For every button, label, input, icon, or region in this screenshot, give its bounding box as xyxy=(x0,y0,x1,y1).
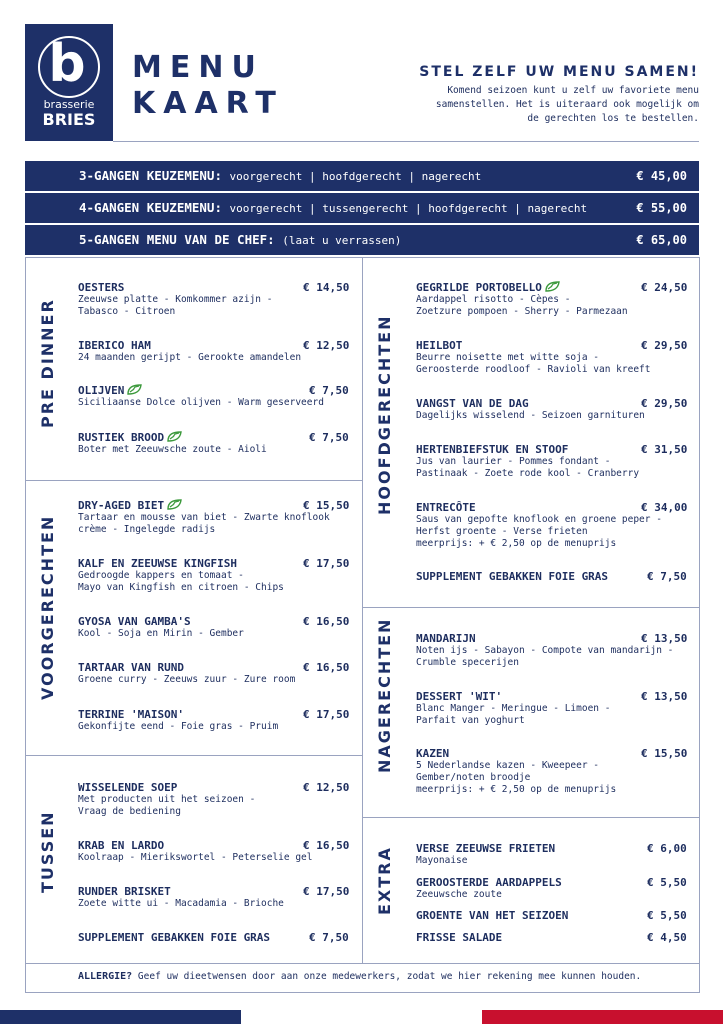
item-description: Blanc Manger - Meringue - Limoen - xyxy=(416,703,611,714)
item-name xyxy=(78,384,324,397)
item-name-text: TARTAAR VAN RUND xyxy=(78,661,184,674)
band-price: € 45,00 xyxy=(636,169,687,183)
item-name xyxy=(78,931,270,944)
item-price: € 17,50 xyxy=(303,557,350,570)
vegetarian-leaf-icon xyxy=(167,431,182,442)
item-name-text: SUPPLEMENT GEBAKKEN FOIE GRAS xyxy=(416,570,609,583)
menu-item xyxy=(416,909,687,922)
item-price: € 4,50 xyxy=(647,931,687,944)
menu-item xyxy=(416,931,687,944)
item-price: € 31,50 xyxy=(641,443,688,456)
item-description: Dagelijks wisselend - Seizoen garnituren xyxy=(416,410,645,421)
item-description: Groene curry - Zeeuws zuur - Zure room xyxy=(78,674,296,685)
item-name xyxy=(416,501,662,514)
item-name xyxy=(78,885,284,898)
menu-item xyxy=(416,281,688,318)
item-name xyxy=(416,931,502,944)
item-name xyxy=(78,557,284,570)
menu-item xyxy=(416,876,687,901)
item-name xyxy=(416,632,673,645)
item-description: meerprijs: + € 2,50 op de menuprijs xyxy=(416,784,617,795)
item-name-text: OESTERS xyxy=(78,281,125,294)
menu-item xyxy=(78,431,349,456)
item-name-text: RUSTIEK BROOD xyxy=(78,431,165,444)
item-name-text: GROENTE VAN HET SEIZOEN xyxy=(416,909,569,922)
item-name-text: GYOSA VAN GAMBA'S xyxy=(78,615,191,628)
logo-brasserie: brasserie xyxy=(43,98,95,111)
item-price: € 15,50 xyxy=(641,747,688,760)
band-label: 5-GANGEN MENU VAN DE CHEF: xyxy=(79,232,275,247)
item-name-text: WISSELENDE SOEP xyxy=(78,781,178,794)
item-price: € 16,50 xyxy=(303,839,350,852)
item-description: Beurre noisette met witte soja - xyxy=(416,352,600,363)
item-price: € 5,50 xyxy=(647,909,687,922)
item-price: € 29,50 xyxy=(641,339,688,352)
menu-item xyxy=(416,842,687,867)
item-description: Mayonaise xyxy=(416,855,468,866)
item-price: € 17,50 xyxy=(303,708,350,721)
item-description: crème - Ingelegde radijs xyxy=(78,524,216,535)
menu-item xyxy=(416,570,687,583)
menu-band-3 xyxy=(25,161,699,191)
page-title-line1: MENU xyxy=(132,50,264,85)
item-name-text: FRISSE SALADE xyxy=(416,931,503,944)
item-price: € 7,50 xyxy=(309,384,349,397)
allergy-note xyxy=(78,971,641,982)
menu-item xyxy=(78,839,350,864)
item-name-text: HERTENBIEFSTUK EN STOOF xyxy=(416,443,569,456)
item-price: € 12,50 xyxy=(303,339,350,352)
item-description: Met producten uit het seizoen - xyxy=(78,794,256,805)
band-label: 4-GANGEN KEUZEMENU: xyxy=(79,200,222,215)
menu-item xyxy=(416,501,688,550)
item-description: Jus van laurier - Pommes fondant - xyxy=(416,456,611,467)
item-name-text: KALF EN ZEEUWSE KINGFISH xyxy=(78,557,237,570)
item-price: € 7,50 xyxy=(309,431,349,444)
item-description: Geroosterde roodloof - Ravioli van kreeft xyxy=(416,364,651,375)
item-description: Siciliaanse Dolce olijven - Warm geserveerd xyxy=(78,397,324,408)
item-price: € 13,50 xyxy=(641,632,688,645)
header-divider xyxy=(113,141,699,142)
brand-logo xyxy=(25,24,113,141)
menu-item xyxy=(416,397,688,422)
item-name-text: VERSE ZEEUWSE FRIETEN xyxy=(416,842,556,855)
allergy-label: ALLERGIE? xyxy=(78,971,133,982)
item-description: Zeeuwse platte - Komkommer azijn - xyxy=(78,294,273,305)
item-name xyxy=(78,281,272,294)
item-name xyxy=(78,839,313,852)
item-description: 5 Nederlandse kazen - Kweepeer - xyxy=(416,760,600,771)
item-description: Herfst groente - Verse frieten xyxy=(416,526,588,537)
item-name xyxy=(78,781,255,794)
vegetarian-leaf-icon xyxy=(545,281,560,292)
item-price: € 24,50 xyxy=(641,281,688,294)
band-sub: voorgerecht | tussengerecht | hoofdgerecht | nagerecht xyxy=(229,202,588,215)
item-price: € 7,50 xyxy=(647,570,687,583)
item-description: Gedroogde kappers en tomaat - xyxy=(78,570,244,581)
menu-item xyxy=(78,384,349,409)
item-name-text: TERRINE 'MAISON' xyxy=(78,708,184,721)
item-description: Kool - Soja en Mirin - Gember xyxy=(78,628,244,639)
menu-item xyxy=(416,747,688,796)
item-name-text: DESSERT 'WIT' xyxy=(416,690,503,703)
item-price: € 17,50 xyxy=(303,885,350,898)
item-name xyxy=(416,909,568,922)
item-description: Parfait van yoghurt xyxy=(416,715,525,726)
item-name xyxy=(416,281,628,294)
item-description: meerprijs: + € 2,50 op de menuprijs xyxy=(416,538,617,549)
item-price: € 16,50 xyxy=(303,615,350,628)
item-name-text: GEROOSTERDE AARDAPPELS xyxy=(416,876,562,889)
item-price: € 12,50 xyxy=(303,781,350,794)
item-description: Pastinaak - Zoete rode kool - Cranberry xyxy=(416,468,640,479)
item-description: Crumble specerijen xyxy=(416,657,519,668)
intro-text: Komend seizoen kunt u zelf uw favoriete menu samenstellen. Het is uiteraard ook mogelijk om de gerechten los te bestellen. xyxy=(435,85,699,124)
band-sub: voorgerecht | hoofdgerecht | nagerecht xyxy=(229,170,482,183)
menu-item xyxy=(416,339,688,376)
item-description: Zeeuwsche zoute xyxy=(416,889,502,900)
menu-item xyxy=(78,781,350,818)
menu-item xyxy=(416,443,688,480)
item-name xyxy=(416,339,651,352)
item-description: Gekonfijte eend - Foie gras - Pruim xyxy=(78,721,279,732)
item-name xyxy=(416,747,616,760)
item-name-text: DRY-AGED BIET xyxy=(78,499,165,512)
item-price: € 6,00 xyxy=(647,842,687,855)
footer-bar-navy xyxy=(0,1010,241,1024)
item-name xyxy=(78,339,301,352)
item-price: € 16,50 xyxy=(303,661,350,674)
menu-item xyxy=(78,615,350,640)
item-name-text: SUPPLEMENT GEBAKKEN FOIE GRAS xyxy=(78,931,271,944)
item-name xyxy=(416,397,645,410)
footer-bar-red xyxy=(482,1010,723,1024)
item-price: € 14,50 xyxy=(303,281,350,294)
menu-item xyxy=(78,708,350,733)
item-price: € 5,50 xyxy=(647,876,687,889)
menu-item xyxy=(78,339,350,364)
allergy-text: Geef uw dieetwensen door aan onze medewerkers, zodat we hier rekening mee kunnen houden. xyxy=(137,971,642,982)
menu-band-5 xyxy=(25,225,699,255)
menu-item xyxy=(78,281,350,318)
band-price: € 65,00 xyxy=(636,233,687,247)
menu-item xyxy=(78,931,349,944)
item-description: Aardappel risotto - Cèpes - xyxy=(416,294,571,305)
item-name xyxy=(78,431,267,444)
item-name-text: IBERICO HAM xyxy=(78,339,151,352)
menu-item xyxy=(78,885,350,910)
band-sub: (laat u verrassen) xyxy=(282,234,402,247)
item-description: 24 maanden gerijpt - Gerookte amandelen xyxy=(78,352,302,363)
category-voorgerechten: VOORGERECHTEN xyxy=(38,514,57,700)
item-name-text: GEGRILDE PORTOBELLO xyxy=(416,281,542,294)
item-name xyxy=(78,661,295,674)
menu-item xyxy=(78,499,350,536)
item-description: Zoete witte ui - Macadamia - Brioche xyxy=(78,898,284,909)
menu-item xyxy=(78,661,350,686)
item-name xyxy=(78,708,278,721)
item-name xyxy=(78,615,244,628)
item-name-text: OLIJVEN xyxy=(78,384,125,397)
item-price: € 13,50 xyxy=(641,690,688,703)
page-title-line2: KAART xyxy=(132,86,284,121)
item-description: Zoetzure pompoen - Sherry - Parmezaan xyxy=(416,306,628,317)
category-tussen: TUSSEN xyxy=(38,810,57,893)
item-name xyxy=(416,443,639,456)
item-price: € 15,50 xyxy=(303,499,350,512)
vegetarian-leaf-icon xyxy=(167,499,182,510)
item-name-text: KRAB EN LARDO xyxy=(78,839,165,852)
item-description: Tartaar en mousse van biet - Zwarte knoflook xyxy=(78,512,330,523)
item-description: Tabasco - Citroen xyxy=(78,306,176,317)
menu-item xyxy=(416,632,688,669)
item-price: € 29,50 xyxy=(641,397,688,410)
tagline: STEL ZELF UW MENU SAMEN! xyxy=(419,64,699,80)
item-name xyxy=(416,842,555,855)
item-description: Vraag de bediening xyxy=(78,806,181,817)
item-name-text: VANGST VAN DE DAG xyxy=(416,397,529,410)
category-nagerechten: NAGERECHTEN xyxy=(375,617,394,773)
item-description: Gember/noten broodje xyxy=(416,772,531,783)
item-price: € 7,50 xyxy=(309,931,349,944)
item-price: € 34,00 xyxy=(641,501,688,514)
item-name xyxy=(78,499,330,512)
band-price: € 55,00 xyxy=(636,201,687,215)
item-name-text: KAZEN xyxy=(416,747,450,760)
menu-band-4 xyxy=(25,193,699,223)
menu-item xyxy=(416,690,688,727)
band-label: 3-GANGEN KEUZEMENU: xyxy=(79,168,222,183)
item-name xyxy=(416,690,610,703)
category-extra: EXTRA xyxy=(375,846,394,915)
item-name-text: HEILBOT xyxy=(416,339,463,352)
menu-item xyxy=(78,557,350,594)
vegetarian-leaf-icon xyxy=(127,384,142,395)
item-description: Saus van gepofte knoflook en groene peper - xyxy=(416,514,662,525)
logo-bries: BRIES xyxy=(42,110,96,129)
item-description: Mayo van Kingfish en citroen - Chips xyxy=(78,582,284,593)
category-hoofdgerechten: HOOFDGERECHTEN xyxy=(375,314,394,515)
item-name-text: ENTRECÔTE xyxy=(416,501,476,514)
item-description: Koolraap - Mierikswortel - Peterselie gel xyxy=(78,852,313,863)
item-description: Boter met Zeeuwsche zoute - Aioli xyxy=(78,444,267,455)
item-name-text: MANDARIJN xyxy=(416,632,476,645)
item-name-text: RUNDER BRISKET xyxy=(78,885,171,898)
category-pre-dinner: PRE DINNER xyxy=(38,298,57,428)
item-name xyxy=(416,570,608,583)
item-description: Noten ijs - Sabayon - Compote van mandarijn - xyxy=(416,645,674,656)
logo-letter: b xyxy=(48,34,86,94)
item-name xyxy=(416,876,562,889)
